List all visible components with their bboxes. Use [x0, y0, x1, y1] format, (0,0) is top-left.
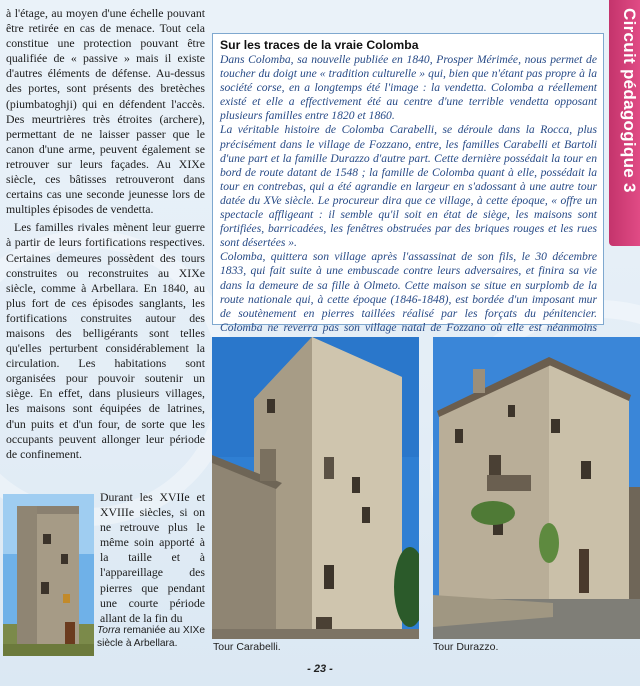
caption-torra: [97, 624, 205, 650]
caption-durazzo: Tour Durazzo.: [433, 641, 499, 653]
caption-torra-word: Torra: [97, 625, 121, 636]
page-number: - 23 -: [307, 663, 333, 675]
paragraph-families: Les familles rivales mènent leur guerre à partir de leurs fortifications respectives. Certaines demeures possèdent des tours construites ou reconstruites au XIXe siècle, comme à Arbellara. En 1840, au plus fort de ces épisodes sanglants, les fortifications construites autour des maisons des belligérants sont telles qu'elles perturbent considérablement la circulation. Les habitations sont organisées pour pouvoir soutenir un siège. En effet, dans plusieurs villages, les maisons sont équipées de latrines, d'un puits et d'un four, de sorte que les occupants peuvent allonger leur période de confinement.: [6, 220, 205, 461]
photo-torra-arbellara: [3, 494, 94, 656]
left-column-text: [6, 6, 205, 465]
photo-tour-durazzo: [433, 337, 640, 639]
article-paragraph-2: La véritable histoire de Colomba Carabelli, se déroule dans la Rocca, plus précisément dans le village de Fozzano, entre, les familles Carabelli et Bartoli d'une part et la famille Durazzo d'autre part. Cette dernière possédait la tour en bord de route datant de 1548 ; la famille de Colomba quant à elle, possédait la tour en contrebas, qui a été agrandie en largeur en s'adossant à une autre tour datée du XVe siècle. Le procureur dira que ce village, à cette époque, « offre un spectacle affligeant : il semble qu'il soit en état de siège, les maisons sont fortifiées, barricadées, les fenêtres obstruées par des briques rouges et les rues sont désertées ».: [220, 123, 597, 250]
article-body: [220, 53, 597, 349]
photo-tour-carabelli: [212, 337, 419, 639]
caption-torra-rest: remaniée au XIXe siècle à Arbellara.: [97, 625, 205, 649]
article-paragraph-1: Dans Colomba, sa nouvelle publiée en 1840, Prosper Mérimée, nous permet de toucher du doigt une « tradition culturelle » qui, bien que n'étant pas propre à la société corse, en a longtemps été l'image : la vendetta. Colomba a réellement existé et elle a effectivement été au centre d'une terrible vendetta opposant plusieurs familles entre 1820 et 1860.: [220, 53, 597, 123]
paragraph-defense: à l'étage, au moyen d'une échelle pouvant être retirée en cas de menace. Tout cela constitue une protection pouvant être qualifiée de « passive » mais il existe d'autres éléments de défense. Au-dessus des portes, sont présents des bretèches (piumbatoghji) qui en défendent l'accès. Des meurtrières très étroites (archere), permettant de ne laisser passer que le canon d'une arme, peuvent également se retrouver sur leurs façades. Au XIXe siècle, ces bâtisses retrouveront dans certains cas une seconde jeunesse lors de multiples épisodes de vendetta.: [6, 6, 205, 217]
article-title: Sur les traces de la vraie Colomba: [220, 38, 419, 52]
paragraph-centuries: Durant les XVIIe et XVIIIe siècles, si on ne retrouve plus le même soin apporté à la taille et à l'appareillage des pierres que pendant une courte période allant de la fin du: [100, 490, 205, 625]
caption-carabelli: Tour Carabelli.: [213, 641, 281, 653]
chapter-tab-label: Circuit pédagogique 3: [620, 8, 639, 193]
article-paragraph-3: Colomba, quittera son village après l'assassinat de son fils, le 30 décembre 1833, qui fait suite à une embuscade contre leurs adversaires, et finira sa vie dans la demeure de sa fille à Olmeto. Cette maison se situe en surplomb de la route nationale qui, à cette époque (1846-1848), est bordée d'un imposant mur de soutènement en pierres taillées réalisé par les forçats du pénitencier. Colomba ne reverra pas son village natal de Fozzano où elle est néanmoins: [220, 250, 597, 334]
colomba-article-box: [212, 33, 604, 334]
